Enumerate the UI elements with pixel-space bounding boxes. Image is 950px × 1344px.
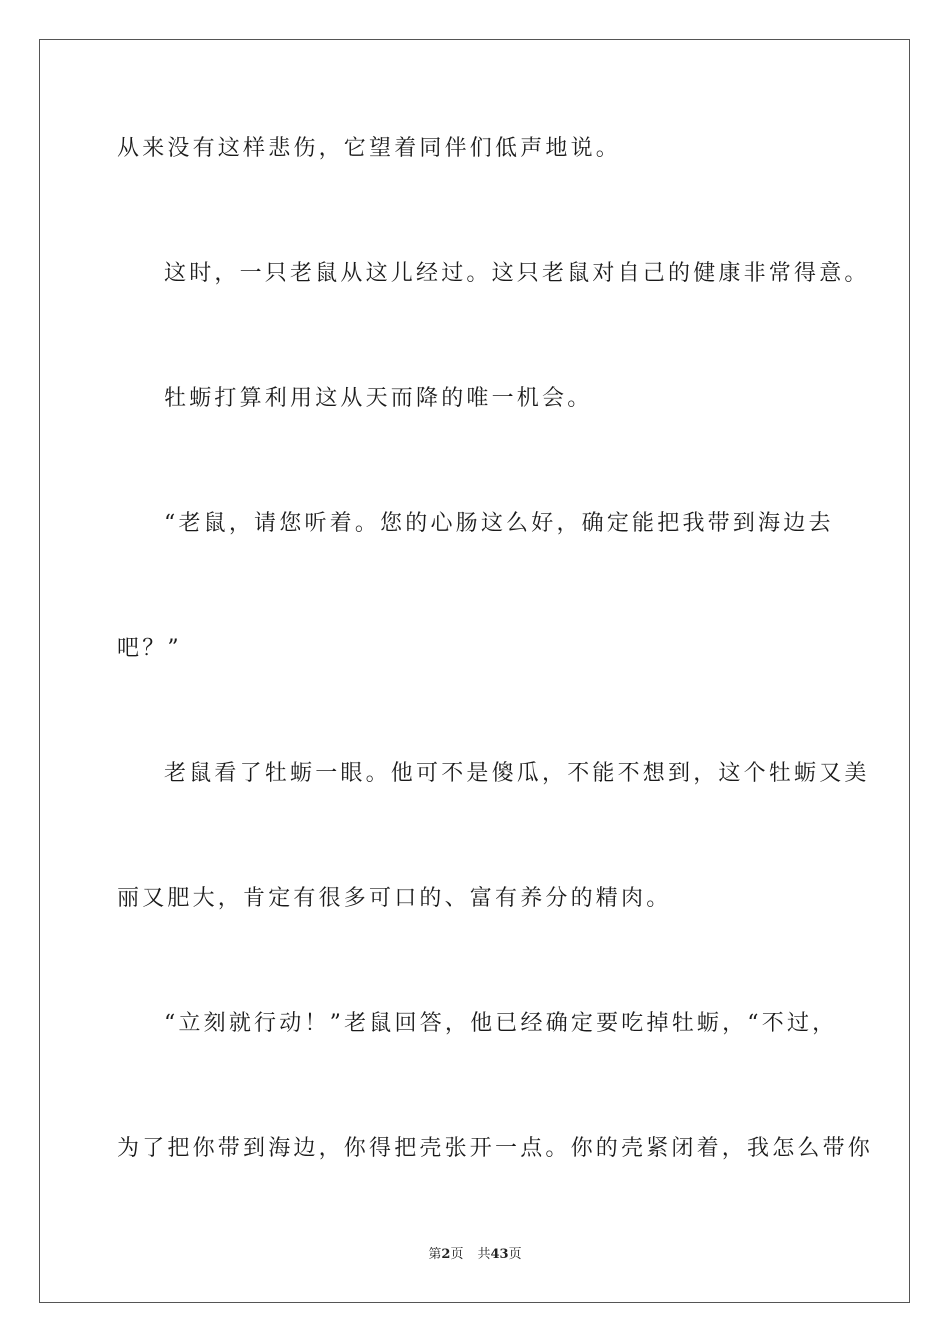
text-line-8: “立刻就行动！”老鼠回答，他已经确定要吃掉牡蛎，“不过， — [164, 1011, 838, 1036]
text-line-9: 为了把你带到海边，你得把壳张开一点。你的壳紧闭着，我怎么带你 — [117, 1136, 874, 1161]
page-prefix: 第 — [428, 1247, 442, 1262]
text-line-6: 老鼠看了牡蛎一眼。他可不是傻瓜，不能不想到，这个牡蛎又美 — [164, 761, 870, 786]
text-line-1: 从来没有这样悲伤，它望着同伴们低声地说。 — [117, 136, 622, 161]
text-line-7: 丽又肥大，肯定有很多可口的、富有养分的精肉。 — [117, 886, 672, 911]
total-suffix: 页 — [508, 1247, 522, 1262]
page-border — [39, 39, 910, 1303]
text-line-4: “老鼠，请您听着。您的心肠这么好，确定能把我带到海边去 — [164, 511, 834, 536]
total-pages: 43 — [490, 1247, 509, 1262]
total-prefix: 共 — [477, 1247, 491, 1262]
text-line-2: 这时，一只老鼠从这儿经过。这只老鼠对自己的健康非常得意。 — [164, 261, 870, 286]
page-number: 2 — [441, 1247, 451, 1262]
page-suffix: 页 — [450, 1247, 464, 1262]
text-line-5: 吧？” — [117, 636, 182, 661]
page-footer — [0, 1246, 950, 1264]
text-line-3: 牡蛎打算利用这从天而降的唯一机会。 — [164, 386, 593, 411]
